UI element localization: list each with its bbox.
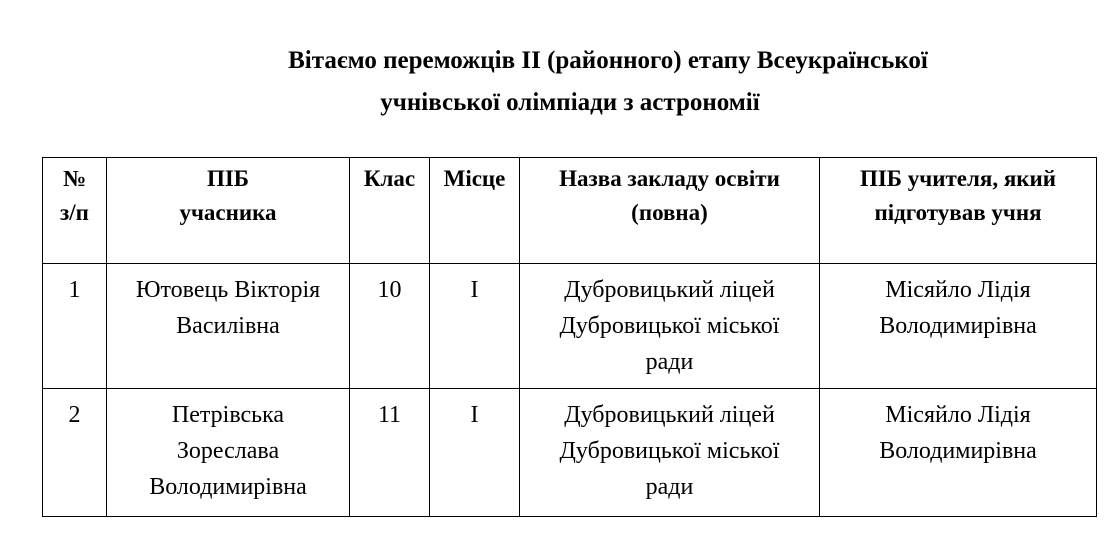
cell-number-value: 1	[68, 277, 81, 303]
cell-class-value: 10	[377, 277, 402, 303]
cell-class-value: 11	[377, 402, 402, 428]
header-class	[350, 158, 430, 264]
cell-place-value: І	[470, 402, 479, 428]
header-name	[107, 158, 350, 264]
cell-name	[107, 389, 350, 517]
header-teacher-line: ПІБ учителя, який	[859, 166, 1057, 191]
cell-school-line: Дубровицький ліцей	[564, 402, 775, 428]
page-title: Вітаємо переможців ІІ (районного) етапу Всеукраїнської	[288, 47, 928, 74]
header-place-line: Місце	[443, 166, 506, 191]
header-teacher	[820, 158, 1097, 264]
header-teacher-line: підготував учня	[874, 200, 1042, 225]
page-subtitle: учнівської олімпіади з астрономії	[380, 89, 760, 116]
winners-table	[42, 157, 1097, 517]
cell-name-line: Зореслава	[176, 438, 280, 464]
cell-teacher	[820, 389, 1097, 517]
cell-place	[430, 389, 520, 517]
cell-school-line: ради	[645, 349, 694, 375]
header-school-line: Назва закладу освіти	[559, 166, 780, 191]
cell-name-line: Василівна	[176, 313, 280, 339]
cell-school	[520, 389, 820, 517]
cell-school	[520, 264, 820, 389]
cell-name-line: Ютовець Вікторія	[135, 277, 321, 303]
table-row	[43, 264, 1097, 389]
cell-teacher-line: Місяйло Лідія	[885, 277, 1031, 303]
cell-number	[43, 264, 107, 389]
cell-number-value: 2	[68, 402, 81, 428]
cell-place-value: І	[470, 277, 479, 303]
cell-school-line: Дубровицький ліцей	[564, 277, 775, 303]
header-number-line: №	[62, 166, 87, 191]
header-school-line: (повна)	[631, 200, 708, 225]
table-row	[43, 389, 1097, 517]
header-class-line: Клас	[363, 166, 416, 191]
cell-teacher	[820, 264, 1097, 389]
cell-class	[350, 264, 430, 389]
header-place	[430, 158, 520, 264]
header-name-line: учасника	[179, 200, 277, 225]
table-header-row	[43, 158, 1097, 264]
header-school	[520, 158, 820, 264]
cell-class	[350, 389, 430, 517]
cell-school-line: Дубровицької міської	[559, 438, 780, 464]
cell-name	[107, 264, 350, 389]
cell-place	[430, 264, 520, 389]
cell-name-line: Петрівська	[171, 402, 285, 428]
cell-school-line: ради	[645, 474, 694, 500]
header-number-line: з/п	[60, 200, 89, 225]
cell-teacher-line: Місяйло Лідія	[885, 402, 1031, 428]
cell-teacher-line: Володимирівна	[879, 313, 1037, 339]
cell-school-line: Дубровицької міської	[559, 313, 780, 339]
cell-teacher-line: Володимирівна	[879, 438, 1037, 464]
cell-name-line: Володимирівна	[149, 474, 307, 500]
cell-number	[43, 389, 107, 517]
header-number	[43, 158, 107, 264]
header-name-line: ПІБ	[206, 166, 250, 191]
